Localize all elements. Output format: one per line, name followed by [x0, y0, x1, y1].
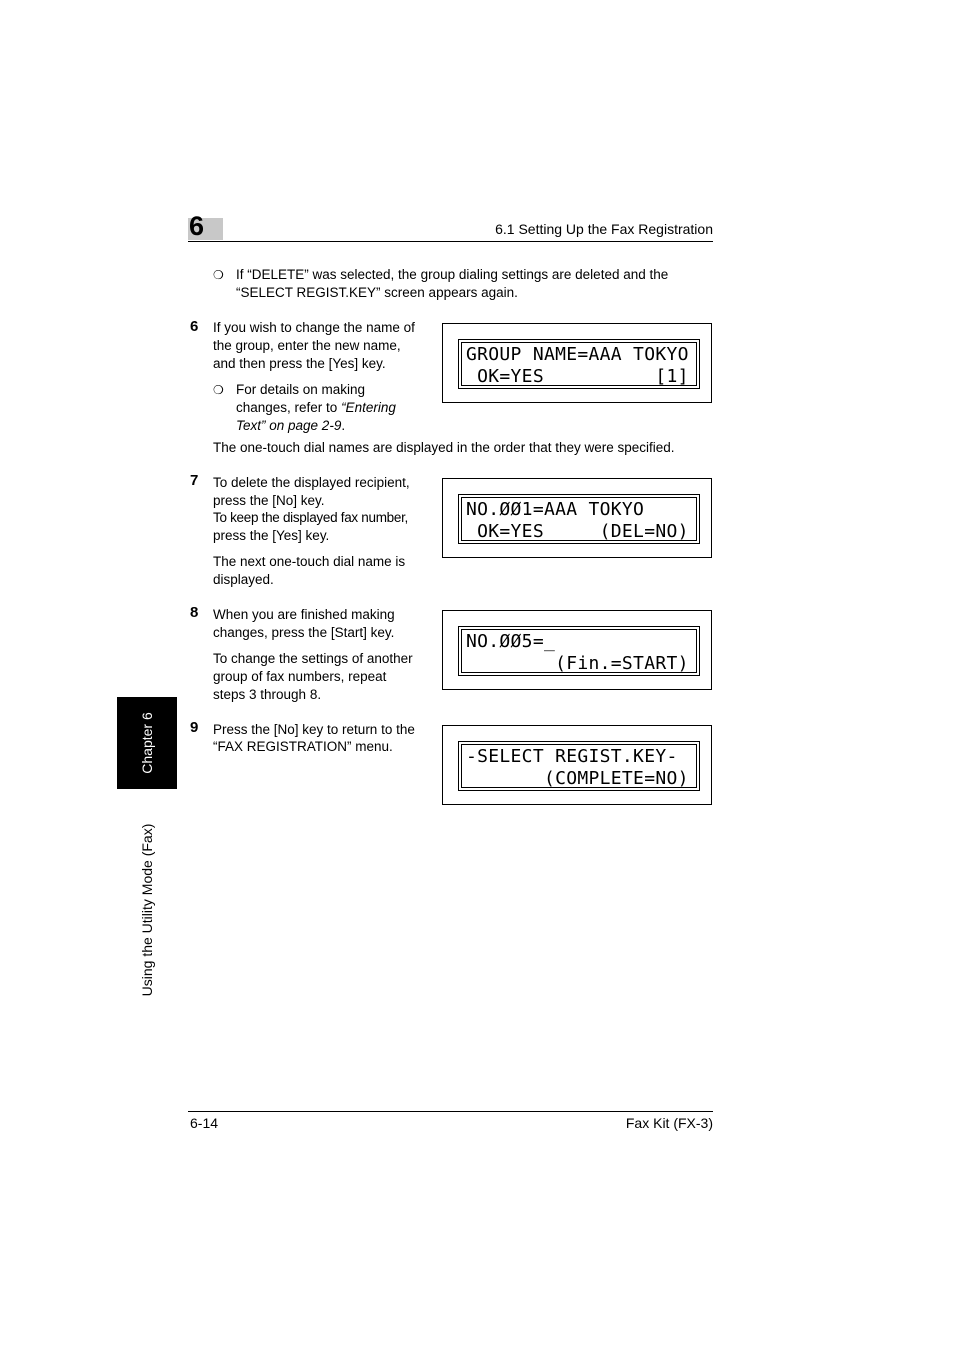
step-6-bullet-line-2: changes, refer to “Entering [236, 400, 396, 415]
lcd-line-1: -SELECT REGIST.KEY- [466, 746, 678, 767]
lcd-display-recipient [442, 478, 712, 558]
step-8-extra-line-3: steps 3 through 8. [213, 687, 322, 702]
lcd-line-1: NO.ØØ5=_ [466, 631, 556, 652]
lcd-line-2: (Fin.=START) [466, 653, 689, 674]
bullet-icon: ❍ [213, 383, 224, 397]
step-6-note: The one-touch dial names are displayed in the order that they were specified. [213, 440, 675, 455]
intro-text-line-2: “SELECT REGIST.KEY” screen appears again. [236, 285, 518, 300]
intro-text-line-1: If “DELETE” was selected, the group dialing settings are deleted and the [236, 267, 669, 282]
step-number: 7 [190, 472, 199, 489]
step-9-line-1: Press the [No] key to return to the [213, 722, 415, 737]
lcd-line-1: GROUP NAME=AAA TOKYO [466, 344, 689, 365]
lcd-display-select-regist [442, 725, 712, 805]
step-6-line-2: the group, enter the new name, [213, 338, 401, 353]
step-7-line-4: press the [Yes] key. [213, 528, 330, 543]
step-7-extra-line-2: displayed. [213, 572, 274, 587]
lcd-line-2: (COMPLETE=NO) [466, 768, 689, 789]
step-8-line-1: When you are finished making [213, 607, 395, 622]
page-number: 6-14 [190, 1115, 219, 1131]
step-8-extra-line-1: To change the settings of another [213, 651, 413, 666]
step-7-extra-line-1: The next one-touch dial name is [213, 554, 406, 569]
lcd-display-group-name [442, 323, 712, 403]
chapter-tab-label: Chapter 6 [139, 712, 155, 774]
lcd-screen [458, 741, 700, 791]
step-7-line-2: press the [No] key. [213, 493, 325, 508]
lcd-screen [458, 626, 700, 676]
step-number: 6 [190, 318, 199, 335]
step-7-line-3: To keep the displayed fax number, [213, 510, 408, 525]
step-6-line-3: and then press the [Yes] key. [213, 356, 386, 371]
step-number: 9 [190, 719, 199, 736]
step-8-extra-line-2: group of fax numbers, repeat [213, 669, 387, 684]
step-7-line-1: To delete the displayed recipient, [213, 475, 410, 490]
product-name: Fax Kit (FX-3) [625, 1115, 713, 1131]
step-6-line-1: If you wish to change the name of [213, 320, 415, 335]
step-8-line-2: changes, press the [Start] key. [213, 625, 395, 640]
header-rule [188, 241, 713, 242]
chapter-number: 6 [189, 211, 205, 241]
footer-rule [188, 1111, 713, 1112]
lcd-display-new-entry [442, 610, 712, 690]
lcd-screen [458, 494, 700, 544]
chapter-side-tab [117, 697, 177, 789]
side-section-label-text: Using the Utility Mode (Fax) [139, 823, 155, 997]
step-6-bullet-line-3: Text” on page 2-9. [236, 418, 346, 433]
section-title: 6.1 Setting Up the Fax Registration [495, 221, 713, 237]
lcd-screen [458, 339, 700, 389]
bullet-icon: ❍ [213, 268, 224, 282]
step-9-line-2: “FAX REGISTRATION” menu. [213, 739, 393, 754]
step-number: 8 [190, 604, 199, 621]
lcd-line-2: OK=YES (DEL=NO) [466, 521, 689, 542]
step-6-bullet-line-1: For details on making [236, 382, 366, 397]
lcd-line-2: OK=YES [1] [466, 366, 689, 387]
lcd-line-1: NO.ØØ1=AAA TOKYO [466, 499, 645, 520]
